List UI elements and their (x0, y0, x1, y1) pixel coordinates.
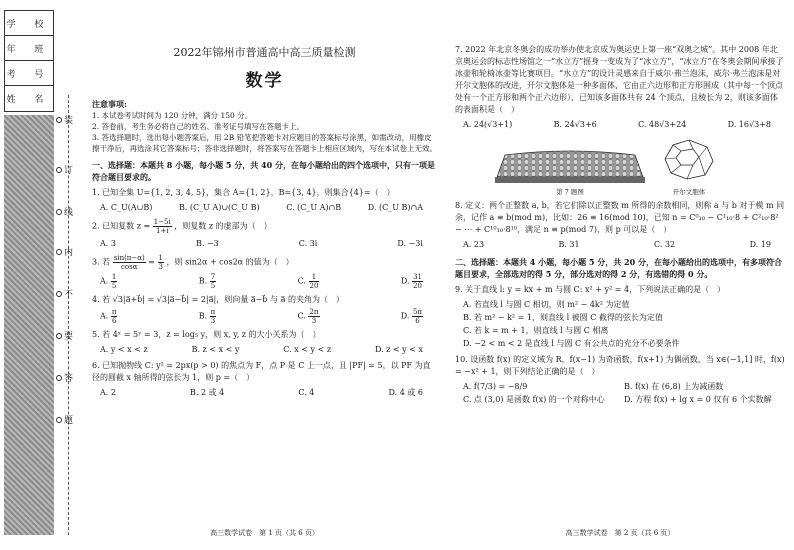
option: D. 16√3+8 (727, 120, 771, 129)
option: B. 2 或 4 (190, 388, 225, 397)
option: B. $\frac{7}{5}$ (198, 273, 216, 290)
figure-caption: 开尔文胞体 (672, 188, 706, 196)
seal-char: 线 (56, 205, 78, 218)
option: D. 19 (749, 240, 771, 249)
option: C. $\frac{2\pi}{3}$ (297, 308, 319, 325)
question-5-options (92, 343, 437, 356)
exam-title: 2022年锦州市普通高中高三质量检测 (173, 46, 356, 59)
option: B. 24√3+6 (553, 120, 597, 129)
seal-char: 内 (56, 245, 78, 258)
option: C. x < y < z (283, 345, 332, 354)
option: D. z < y < x (374, 345, 423, 354)
question-6: 6. 已知抛物线 C: y² = 2px(p > 0) 的焦点为 F，点 P 是 C 上一点，且 |PF| = 5，以 PF 为直径的圆截 x 轴所得的弦长为 1，则 p =（ ） (92, 361, 431, 382)
seal-char: 答 (56, 371, 78, 384)
option: C. 32 (654, 240, 676, 249)
question-7: 7. 2022 年北京冬奥会的成功举办使北京成为奥运史上第一座“双奥之城”。其中 2008 年北京奥运会的标志性场馆之一“水立方”摇身一变成为了“冰立方”，“冰立方”在冬奥会期间承接了冰壶和轮椅冰壶等比赛项目。“水立方”的设计灵感来自于威尔·弗兰泡沫，威尔·弗兰泡沫是对开尔文胞体的改进，开尔文胞体是一种多面体，它由正六边形和正方形围成（其中每一个顶点处有一个正方形和两个正六边形），已知该多面体共有 24 个顶点，且棱长为 2，则该多面体的表面积是（ ） (455, 45, 784, 114)
option: D. (C_U B)∩A (367, 203, 423, 212)
fraction: $\frac{1}{3}$ (158, 254, 163, 271)
question-1-options (92, 201, 437, 214)
seal-char: 要 (56, 329, 78, 342)
question-1: 1. 已知全集 U={1, 2, 3, 4, 5}，集合 A={1, 2}，B={3, 4}，则集合{4}=（ ） (92, 188, 395, 197)
section-2-heading: 二、选择题：本题共 4 小题，每小题 5 分，共 20 分，在每小题给出的选项中，有多项符合题目要求，全部选对的得 5 分，部分选对的得 2 分，有选错的得 0 分。 (455, 257, 782, 279)
option: D. 4 或 6 (388, 388, 423, 397)
option: D. −3i (397, 239, 423, 248)
seal-char: 装 (56, 113, 78, 126)
option: D. $\frac{5\pi}{6}$ (400, 308, 422, 325)
kelvin-cell-figure (659, 137, 719, 196)
field-school: 学 校 (5, 11, 53, 36)
option: B. 31 (558, 240, 580, 249)
question-9-options (455, 298, 785, 350)
seal-circle-icon (56, 417, 62, 423)
question-4: 4. 若 √3|a⃗+b⃗| = √3|a⃗−b⃗| = 2|a⃗|，则向量 a⃗−b⃗ 与 a⃗ 的夹角为（ ） (92, 295, 344, 304)
seal-circle-icon (56, 209, 62, 215)
option: B. (C_U A)∪(C_U B) (178, 203, 260, 212)
question-7-options (455, 118, 785, 131)
seal-circle-icon (56, 249, 62, 255)
option: A. $\frac{\pi}{6}$ (100, 308, 117, 325)
seal-char: 题 (56, 413, 78, 426)
question-10-options (455, 380, 785, 406)
question-10: 10. 设函数 f(x) 的定义域为 R，f(x−1) 为奇函数，f(x+1) 为偶函数，当 x∈(−1,1] 时，f(x) = −x² + 1，则下列结论正确的是（ ） (455, 355, 785, 376)
question-3-options (92, 273, 437, 290)
option: C. 4 (298, 388, 315, 397)
field-class: 年 班 (5, 36, 53, 61)
page-1-footer: 高三数学试卷 第 1 页（共 6 页） (210, 529, 319, 537)
hatched-binding-area (4, 115, 54, 535)
seal-circle-icon (56, 375, 62, 381)
question-8-options (455, 238, 785, 251)
question-6-options (92, 386, 437, 399)
option: C. $\frac{1}{20}$ (297, 273, 319, 290)
option: B. f(x) 在 (6,8) 上为减函数 (624, 382, 724, 391)
page-2 (455, 40, 785, 540)
question-2: 2. 已知复数 z = $\frac{1-5i}{1+i}$ ，则复数 z 的虚部为（ ） (92, 218, 272, 235)
fraction: $\frac{1-5i}{1+i}$ (153, 218, 171, 235)
question-2-options (92, 237, 437, 250)
option: B. 若 m² − k² = 1，则直线 l 被圆 C 截得的弦长为定值 (463, 313, 663, 322)
option: A. C_U(A∪B) (100, 203, 153, 212)
option: A. f(7/3) = −8/9 (463, 382, 528, 391)
option: D. 方程 f(x) + lg x = 0 仅有 6 个实数解 (624, 395, 772, 404)
option: C. 3i (298, 239, 318, 248)
option: C. 点 (3,0) 是函数 f(x) 的一个对称中心 (463, 395, 605, 404)
question-5: 5. 若 4ˣ = 5ʸ = 3，z = log₅ y，则 x, y, z 的大小关系为（ ） (92, 330, 321, 339)
question-7-figures (455, 137, 785, 196)
option: B. −3 (195, 239, 219, 248)
seal-circle-icon (56, 167, 62, 173)
seal-char: 不 (56, 287, 78, 300)
note-item: 3. 答选择题时，选出每小题答案后，用 2B 铅笔把答题卡对应题目的答案标号涂黑，如需改动，用橡皮擦干净后，再选涂其它答案标号；答非选择题时，将答案写在答题卡上相应区域内，写在本试卷上无效。 (92, 133, 437, 153)
notes-heading: 注意事项: (92, 99, 127, 109)
option: C. 若 k = m + 1，则直线 l 与圆 C 相离 (463, 326, 609, 335)
option: A. 若直线 l 与圆 C 相切，则 m² − 4k² 为定值 (463, 300, 630, 309)
binding-strip (0, 0, 56, 550)
option: B. $\frac{\pi}{3}$ (198, 308, 216, 325)
water-cube-figure (495, 147, 645, 196)
question-8: 8. 定义：两个正整数 a, b，若它们除以正整数 m 所得的余数相同，则称 a 与 b 对于模 m 同余，记作 a ≡ b(mod m)，比如：26 ≡ 16(mod 10)，已知 n = C⁰₁₀ − C¹₁₀·8 + C²₁₀·8² − ⋯ + C¹⁰₁₀·8¹⁰，满足 n ≡ p(mod 7)，则 p 可以是（ ） (455, 201, 785, 234)
page-1 (92, 40, 437, 540)
option: A. y < x < z (100, 345, 148, 354)
seal-circle-icon (56, 333, 62, 339)
option: A. 24(√3+1) (463, 120, 513, 129)
polyhedron-icon (659, 137, 719, 181)
question-9: 9. 关于直线 l: y = kx + m 与圆 C: x² + y² = 4，下列说法正确的是（ ） (455, 285, 726, 294)
option: A. 23 (463, 240, 485, 249)
question-3: 3. 若 $\frac{\sin(\pi-\alpha)}{\cos\alpha}$ = $\frac{1}{3}$ ，则 sin2α + cos2α 的值为（ ） (92, 254, 294, 271)
seal-circle-icon (56, 117, 62, 123)
fraction: $\frac{\sin(\pi-\alpha)}{\cos\alpha}$ (113, 254, 145, 271)
page-2-footer: 高三数学试卷 第 2 页（共 6 页） (565, 529, 675, 537)
option: A. $\frac{1}{5}$ (100, 273, 117, 290)
student-info-table (4, 10, 54, 112)
seal-circle-icon (56, 291, 62, 297)
option: D. −2 < m < 2 是直线 l 与圆 C 有公共点的充分不必要条件 (463, 339, 680, 348)
question-4-options (92, 308, 437, 325)
seal-warning-column (56, 95, 78, 535)
option: A. 2 (100, 388, 116, 397)
option: B. z < x < y (191, 345, 240, 354)
subject-title: 数学 (245, 71, 284, 91)
note-item: 2. 答卷前，考生务必将自己的姓名、准考证号填写在答题卡上。 (92, 122, 305, 131)
option: C. 48√3+24 (638, 120, 687, 129)
option: D. $\frac{31}{20}$ (400, 273, 422, 290)
water-cube-image (495, 147, 645, 185)
section-1-heading: 一、选择题：本题共 8 小题，每小题 5 分，共 40 分，在每小题给出的四个选项中，只有一项是符合题目要求的。 (92, 160, 435, 182)
figure-caption: 第 7 题图 (556, 188, 584, 196)
field-name: 姓 名 (6, 95, 52, 105)
option: A. 3 (100, 239, 116, 248)
seal-char: 订 (56, 163, 78, 176)
note-item: 1. 本试卷考试时间为 120 分钟，满分 150 分。 (92, 111, 253, 120)
option: C. (C_U A)∩B (286, 203, 342, 212)
field-exam-number: 考 号 (5, 61, 53, 86)
